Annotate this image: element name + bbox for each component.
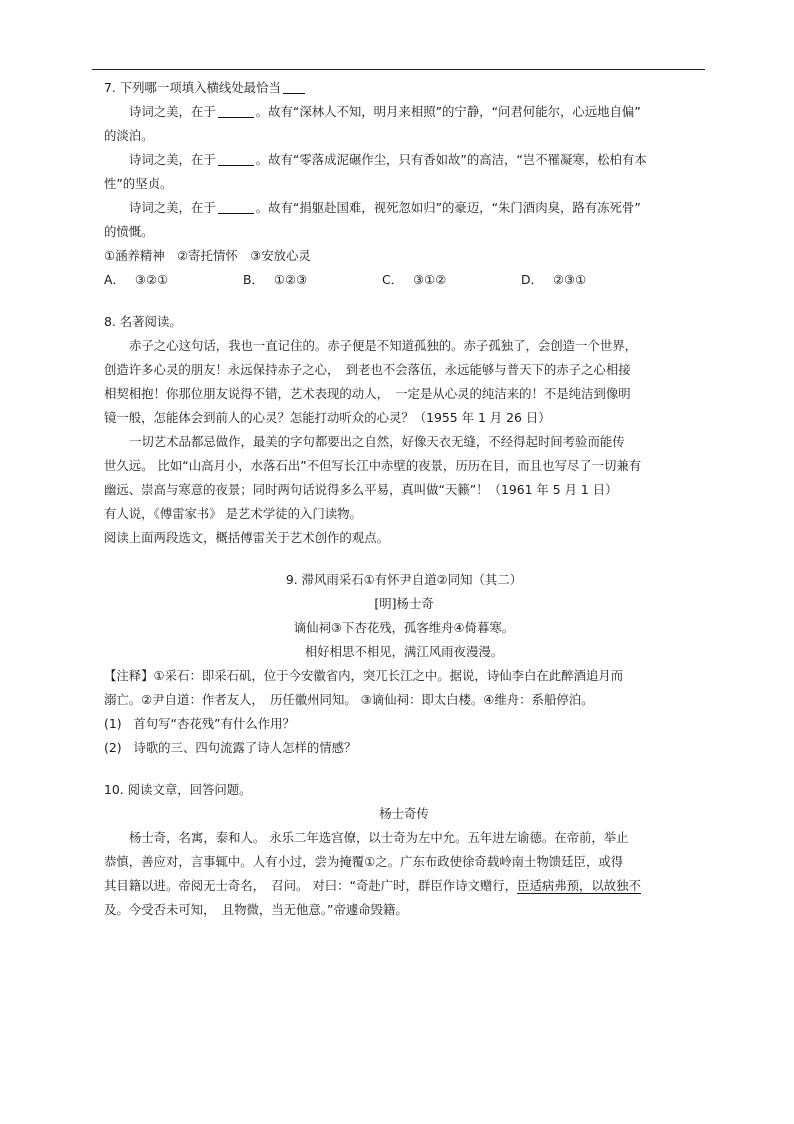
header-rule [92,69,705,70]
q7-para1-line1 [104,100,704,124]
q7-para3-line1 [104,196,704,220]
q7-choices: ①涵养精神 ②寄托情怀 ③安放心灵 [104,248,311,263]
q7-option-d[interactable]: D． ②③① [521,272,587,287]
q9-subquestion-1-number: (1) [104,716,122,731]
q10-number: 10. [104,782,124,797]
q8-passage-line: 一切艺术品都忌做作，最美的字句都要出之自然，好像天衣无缝，不经得起时间考验而能传 [129,434,625,449]
q8-passage-line: 创造许多心灵的朋友！永远保持赤子之心， 到老也不会落伍，永远能够与普天下的赤子之心相接 [104,362,631,377]
q7-para2-line2: 性”的坚贞。 [104,176,173,191]
q7-answer-blank [283,79,305,94]
q7-stem-text: 下列哪一项填入横线处最恰当 [119,80,281,95]
q8-prompt: 阅读上面两段选文，概括傅雷关于艺术创作的观点。 [104,530,389,545]
fill-blank-2 [218,152,254,166]
q10-stem [104,778,704,802]
q7-para3-rest: 。故有“捐躯赴国难，视死忽如归”的豪迈，“朱门酒肉臭，路有冻死骨” [255,200,641,215]
q10-passage-line [104,874,704,898]
q10-passage-text: 其目籍以进。帝阅无士奇名， 召问。 对曰：“奇赴广时，群臣作诗文赠行， [104,878,518,893]
q9-subquestion-2 [104,736,704,760]
q9-notes-line: 【注释】①采石：即采石矶，位于今安徽省内，突兀长江之中。据说，诗仙李白在此醉酒追月而 [104,668,624,683]
q7-para3-line2: 的愤慨。 [104,224,154,239]
q10-article-title: 杨士奇传 [379,806,429,821]
q7-number: 7. [104,80,116,95]
q8-passage-line: 幽远、崇高与寒意的夜景；同时两句话说得多么平易，真叫做“天籁”！（1961 年 5 月 1 日） [104,482,618,497]
q7-para1-lead: 诗词之美，在于 [129,104,216,119]
q7-para2-line1 [104,148,704,172]
exam-page [104,76,704,922]
q10-stem-text: 阅读文章，回答问题。 [127,782,252,797]
q7-option-c[interactable]: C． ③①② [382,272,447,287]
q7-para2-lead: 诗词之美，在于 [129,152,216,167]
q7-option-a[interactable]: A． ③②① [104,272,169,287]
q8-passage-line: 世久远。 比如“山高月小，水落石出”不但写长江中赤壁的夜景，历历在目，而且也写尽了一切兼有 [104,458,642,473]
q8-passage-line: 有人说，《傅雷家书》 是艺术学徒的入门读物。 [104,506,362,521]
q8-stem-text: 名著阅读。 [119,314,182,329]
q8-passage-line: 赤子之心这句话，我也一直记住的。赤子便是不知道孤独的。赤子孤独了，会创造一个世界， [129,338,638,353]
q10-passage-line: 杨士奇，名寓，泰和人。 永乐二年选宫僚，以士奇为左中允。五年进左谕德。在帝前，举止 [129,830,629,845]
q9-subquestion-2-text: 诗歌的三、四句流露了诗人怎样的情感？ [133,740,357,755]
q7-para1-rest: 。故有“深林人不知，明月来相照”的宁静，“问君何能尔，心远地自偏” [255,104,641,119]
q7-option-b[interactable]: B． ①②③ [243,272,308,287]
q9-notes-line: 溺亡。②尹自道：作者友人， 历任徽州同知。 ③谪仙祠：即太白楼。④维舟：系船停泊。 [104,692,594,707]
q10-underlined-sentence: 臣适病弗预，以故独不 [517,878,641,893]
q9-subquestion-1-text: 首句写“杏花残”有什么作用？ [133,716,295,731]
q7-stem [104,76,704,100]
fill-blank-1 [218,104,254,118]
q9-poem-verse: 相好相思不相见，满江风雨夜漫漫。 [304,644,504,659]
q7-para1-line2: 的淡泊。 [104,128,154,143]
q8-passage-line: 相契相抱！你那位朋友说得不错，艺术表现的动人， 一定是从心灵的纯洁来的！不是纯洁到像明 [104,386,631,401]
q9-poem-author: [明]杨士奇 [374,596,434,611]
q7-para2-rest: 。故有“零落成泥碾作尘，只有香如故”的高洁，“岂不罹凝寒，松柏有本 [255,152,647,167]
q7-options [104,268,704,292]
q9-subquestion-2-number: (2) [104,740,122,755]
q10-passage-line: 恭慎，善应对，言事辄中。人有小过，尝为掩覆①之。广东布政使徐奇载岭南土物馈廷臣，或得 [104,854,624,869]
q9-poem-title: 9. 滞风雨采石①有怀尹自道②同知（其二） [285,572,523,587]
fill-blank-3 [218,200,254,214]
q8-stem [104,310,704,334]
q9-subquestion-1 [104,712,704,736]
q10-passage-line: 及。今受否未可知， 且物微，当无他意。”帝遽命毁籍。 [104,902,408,917]
q8-passage-line: 镜一般，怎能体会到前人的心灵？怎能打动听众的心灵？（1955 年 1 月 26 日） [104,410,551,425]
q7-para3-lead: 诗词之美，在于 [129,200,216,215]
q9-poem-verse: 谪仙祠③下杏花残，孤客维舟④倚暮寒。 [293,620,515,635]
q8-number: 8. [104,314,116,329]
